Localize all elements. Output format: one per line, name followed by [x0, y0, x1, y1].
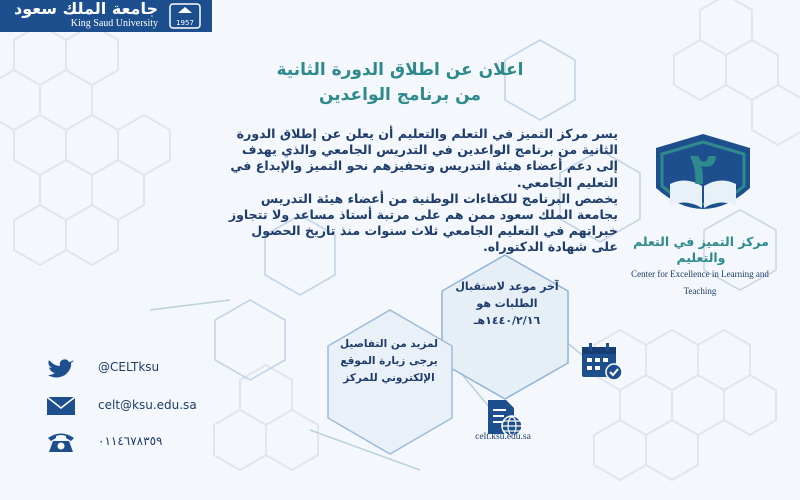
details-line-2: يرجى زيارة الموقع — [340, 355, 438, 367]
body-paragraph-1: يسر مركز التميز في التعلم والتعليم أن يعلن عن إطلاق الدورة الثانية من برنامج الواعدين في التدريس الجامعي والذي يهدف إلى دعم أعضاء هيئة التدريس وتحفيزهم نحو التميز والإبداع في التعليم الجامعي. — [230, 126, 618, 190]
center-name-en-line-2: Teaching — [683, 286, 717, 296]
phone-contact[interactable] — [42, 430, 212, 454]
twitter-handle: @CELTksu — [98, 360, 160, 374]
title-line-2: من برنامج الواعدين — [319, 85, 481, 105]
university-year: 1957 — [176, 19, 194, 27]
center-name-english — [618, 266, 782, 300]
phone-number: ٠١١٤٦٧٨٣٥٩ — [98, 434, 163, 448]
deadline-date: ١٤٤٠/٢/١٦هـ — [473, 314, 541, 327]
twitter-icon — [46, 356, 76, 380]
body-paragraph-2: يخصص البرنامج للكفاءات الوطنية من أعضاء هيئة التدريس بجامعة الملك سعود ممن هم على مرتبة أستاذ مساعد ولا تتجاوز خبراتهم في التعليم الجامعي ثلاث سنوات منذ تاريخ الحصول على شهادة الدكتوراه. — [228, 190, 618, 255]
details-notice — [328, 336, 450, 387]
center-name-line-2: والتعليم — [676, 250, 726, 265]
telephone-icon — [46, 430, 76, 454]
deadline-notice — [444, 278, 570, 329]
logo-numeral: ٢ — [689, 144, 717, 195]
book-shield-icon — [648, 130, 758, 230]
center-name-en-line-1: Center for Excellence in Learning and — [631, 269, 769, 279]
center-name-line-1: مركز التميز في التعلم — [633, 234, 769, 249]
university-name-english: King Saud University — [70, 18, 158, 29]
center-name-arabic — [620, 234, 782, 266]
announcement-body — [222, 126, 618, 256]
university-name-arabic: جامعة الملك سعود — [14, 0, 158, 18]
twitter-contact[interactable] — [42, 356, 212, 380]
details-line-1: لمزيد من التفاصيل — [340, 338, 438, 350]
university-emblem-icon — [168, 2, 202, 30]
details-line-3: الإلكتروني للمركز — [343, 372, 435, 384]
title-line-1: اعلان عن اطلاق الدورة الثانية — [276, 60, 524, 80]
calendar-check-icon — [580, 342, 624, 382]
email-contact[interactable] — [42, 394, 212, 418]
email-address: celt@ksu.edu.sa — [98, 398, 197, 412]
deadline-line-2: الطلبات هو — [476, 297, 538, 310]
deadline-line-1: آخر موعد لاستقبال — [455, 280, 559, 293]
envelope-icon — [46, 394, 76, 418]
website-link[interactable]: celt.ksu.edu.sa — [475, 432, 531, 442]
announcement-title — [230, 58, 570, 108]
university-logo-banner — [0, 0, 212, 32]
